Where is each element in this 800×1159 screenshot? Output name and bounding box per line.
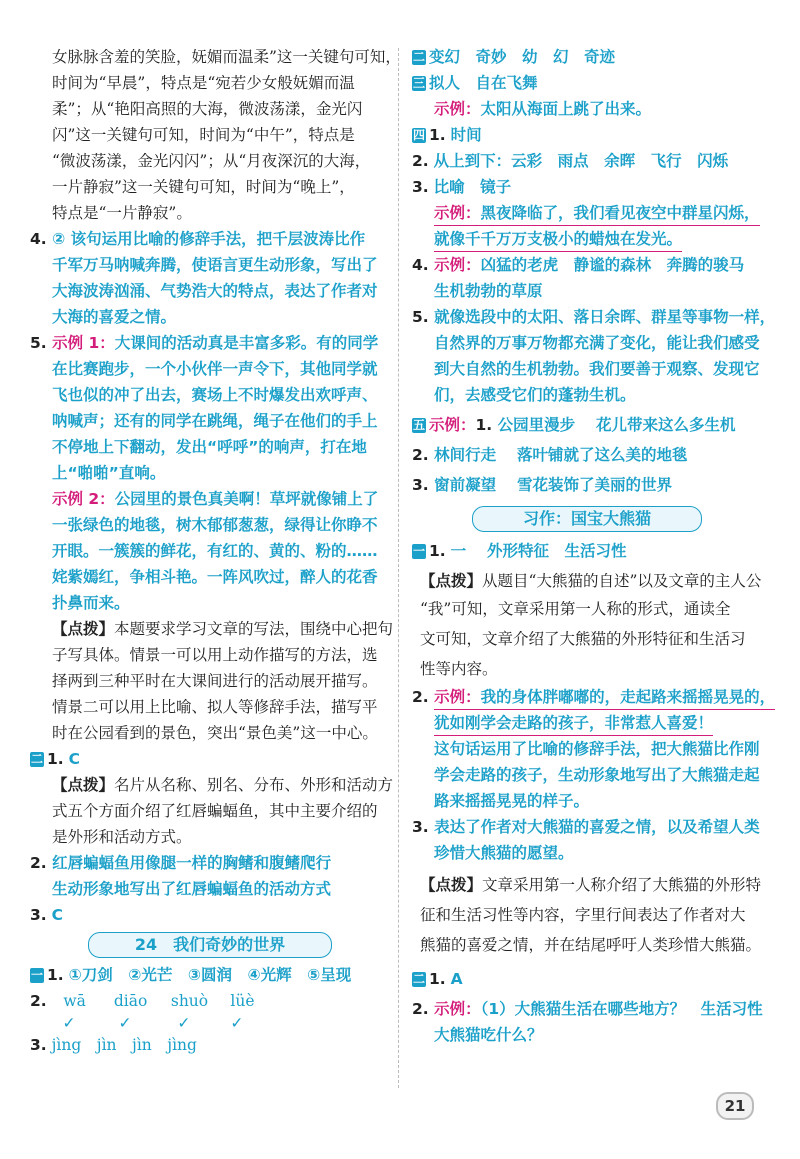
question-number: 1. bbox=[429, 970, 446, 988]
text-line: 闪”这一关键句可知，时间为“中午”，特点是 bbox=[52, 126, 355, 144]
tip-block bbox=[30, 616, 394, 746]
question-number: 4. bbox=[412, 256, 429, 274]
tip-text: 子写具体。情景一可以用上动作描写的方法，选 bbox=[52, 646, 378, 664]
example-label: 示例： bbox=[434, 256, 481, 274]
answer-text: 犹如刚学会走路的孩子，非常惹人喜爱！ bbox=[434, 711, 713, 736]
check-mark-icon: ✓ bbox=[177, 1014, 191, 1032]
left-column bbox=[30, 44, 401, 1058]
question-number: 4. bbox=[30, 230, 47, 248]
answer-text: ② 该句运用比喻的修辞手法，把千层波涛比作 bbox=[52, 230, 366, 248]
example-label: 示例： bbox=[434, 100, 481, 118]
section-number-box: 五 bbox=[412, 418, 425, 432]
answer-text: jìng jìn jìn jìng bbox=[51, 1036, 197, 1054]
answer-text: 千军万马呐喊奔腾，使语言更生动形象，写出了 bbox=[52, 256, 378, 274]
question-number: 5. bbox=[30, 334, 47, 352]
answer-text: 一 外形特征 生活习性 bbox=[450, 542, 627, 560]
answer-text: 扑鼻而来。 bbox=[52, 594, 130, 612]
tip-label: 【点拨】 bbox=[52, 620, 115, 638]
answer-text: 就像千千万万支极小的蜡烛在发光。 bbox=[434, 227, 682, 252]
question-number: 1. bbox=[429, 126, 446, 144]
pinyin: diāo bbox=[113, 992, 148, 1010]
answer-text: 红唇蝙蝠鱼用像腿一样的胸鳍和腹鳍爬行 bbox=[52, 854, 332, 872]
column-divider bbox=[398, 48, 399, 1088]
answer-text: 上“啪啪”直响。 bbox=[52, 464, 166, 482]
example-label: 示例 2： bbox=[52, 490, 115, 508]
question-number: 3. bbox=[412, 818, 429, 836]
answer-text: 拟人 自在飞舞 bbox=[429, 74, 538, 92]
answer-text: 珍惜大熊猫的愿望。 bbox=[434, 844, 574, 862]
question-number: 2. bbox=[30, 992, 47, 1010]
question-number: 3. bbox=[412, 476, 429, 494]
example-label: 示例： bbox=[434, 688, 481, 706]
text-line: 柔”；从“艳阳高照的大海，微波荡漾，金光闪 bbox=[52, 100, 363, 118]
answer-text: 到大自然的生机勃勃。我们要善于观察、发现它 bbox=[434, 360, 760, 378]
tip-label: 【点拨】 bbox=[52, 776, 115, 794]
section-number-box: 一 bbox=[412, 544, 425, 558]
tip-text: 本题要求学习文章的写法，围绕中心把句 bbox=[114, 620, 394, 638]
answer-text: 变幻 奇妙 幼 幻 奇迹 bbox=[429, 48, 616, 66]
answer-text: 表达了作者对大熊猫的喜爱之情，以及希望人类 bbox=[434, 818, 760, 836]
answer-text: 大海波涛汹涌、气势浩大的特点，表达了作者对 bbox=[52, 282, 378, 300]
intro-paragraph bbox=[30, 44, 401, 226]
section-number-box: 二 bbox=[412, 50, 425, 64]
answer-text: 凶猛的老虎 静谧的森林 奔腾的骏马 bbox=[480, 256, 745, 274]
tip-text: 文可知，文章介绍了大熊猫的外形特征和生活习 bbox=[420, 630, 746, 648]
text-line: 一片静寂”这一关键句可知，时间为“晚上”， bbox=[52, 178, 355, 196]
section-number-box: 一 bbox=[30, 968, 43, 982]
answer-text: （1）大熊猫生活在哪些地方？ 生活习性 bbox=[480, 1000, 763, 1018]
question-number: 5. bbox=[412, 308, 429, 326]
answer-text: 一张绿色的地毯，树木郁郁葱葱，绿得让你睁不 bbox=[52, 516, 378, 534]
text-line: 时间为“早晨”，特点是“宛若少女般妩媚而温 bbox=[52, 74, 355, 92]
question-4 bbox=[30, 226, 385, 330]
answer-text: C bbox=[68, 750, 81, 768]
check-mark-icon: ✓ bbox=[118, 1014, 132, 1032]
question-number: 2. bbox=[412, 152, 429, 170]
tip-text: 择两到三种平时在大课间进行的活动展开描写。 bbox=[52, 672, 378, 690]
question-number: 2. bbox=[412, 1000, 429, 1018]
section-number-box: 二 bbox=[30, 752, 43, 766]
answer-text: 就像选段中的太阳、落日余晖、群星等事物一样， bbox=[434, 308, 776, 326]
exercise-title: 习作：国宝大熊猫 bbox=[472, 506, 702, 532]
question-number: 1. bbox=[47, 750, 64, 768]
answer-text: 从上到下：云彩 雨点 余晖 飞行 闪烁 bbox=[433, 152, 729, 170]
question-number: 2. bbox=[412, 446, 429, 464]
answer-text: 呐喊声；还有的同学在跳绳，绳子在他们的手上 bbox=[52, 412, 378, 430]
question-number: 1. bbox=[47, 966, 64, 984]
right-column bbox=[412, 44, 776, 1048]
tip-label: 【点拨】 bbox=[420, 572, 483, 590]
answer-text: 比喻 镜子 bbox=[433, 178, 512, 196]
exercise-section-2 bbox=[412, 966, 762, 1048]
text-line: “微波荡漾，金光闪闪”；从“月夜深沉的大海， bbox=[52, 152, 371, 170]
exercise-section-1 bbox=[412, 538, 776, 960]
answer-text: 这句话运用了比喻的修辞手法，把大熊猫比作刚 bbox=[434, 740, 760, 758]
question-number: 3. bbox=[412, 178, 429, 196]
answer-text: 时间 bbox=[450, 126, 482, 144]
section-1-lesson24 bbox=[30, 962, 385, 1058]
answer-text: A bbox=[450, 970, 463, 988]
answer-text: 自然界的万事万物都充满了变化，能让我们感受 bbox=[434, 334, 760, 352]
pinyin: wā bbox=[63, 992, 86, 1010]
answer-text: 大熊猫吃什么？ bbox=[434, 1026, 543, 1044]
answer-text: 姹紫嫣红，争相斗艳。一阵风吹过，醉人的花香 bbox=[52, 568, 378, 586]
tip-text: 名片从名称、别名、分布、外形和活动方 bbox=[114, 776, 394, 794]
check-mark-icon: ✓ bbox=[62, 1014, 76, 1032]
tip-text: 熊猫的喜爱之情，并在结尾呼吁人类珍惜大熊猫。 bbox=[420, 936, 762, 954]
question-number: 2. bbox=[30, 854, 47, 872]
example-label: 示例： bbox=[434, 1000, 481, 1018]
tip-text: 征和生活习性等内容，字里行间表达了作者对大 bbox=[420, 906, 746, 924]
answer-text: 生机勃勃的草原 bbox=[434, 282, 543, 300]
question-5 bbox=[30, 330, 385, 616]
answer-text: 飞也似的冲了出去，赛场上不时爆发出欢呼声、 bbox=[52, 386, 378, 404]
question-number: 3. bbox=[30, 1036, 47, 1054]
answer-text: 我的身体胖嘟嘟的，走起路来摇摇晃晃的， bbox=[480, 688, 776, 706]
text-line: 女脉脉含羞的笑脸，妩媚而温柔”这一关键句可知， bbox=[52, 48, 401, 66]
tip-label: 【点拨】 bbox=[420, 876, 483, 894]
tip-text: 性等内容。 bbox=[420, 660, 498, 678]
section-4 bbox=[412, 122, 776, 408]
answer-text: C bbox=[51, 906, 64, 924]
answer-text: 路来摇摇晃晃的样子。 bbox=[434, 792, 590, 810]
tip-text: 时在公园看到的景色，突出“景色美”这一中心。 bbox=[52, 724, 378, 742]
section-number-box: 四 bbox=[412, 128, 425, 142]
tip-text: 情景二可以用上比喻、拟人等修辞手法，描写平 bbox=[52, 698, 378, 716]
section-number-box: 三 bbox=[412, 76, 425, 90]
example-label: 示例： bbox=[434, 204, 481, 222]
answer-text: 太阳从海面上跳了出来。 bbox=[480, 100, 652, 118]
check-mark-icon: ✓ bbox=[230, 1014, 244, 1032]
answer-text: 开眼。一簇簇的鲜花，有红的、黄的、粉的…… bbox=[52, 542, 378, 560]
example-label: 示例 1： bbox=[52, 334, 115, 352]
tip-text: “我”可知，文章采用第一人称的形式，通读全 bbox=[420, 600, 731, 618]
lesson-title: 24 我们奇妙的世界 bbox=[88, 932, 332, 958]
pinyin: shuò bbox=[170, 992, 209, 1010]
tip-text: 是外形和活动方式。 bbox=[52, 828, 192, 846]
question-number: 3. bbox=[30, 906, 47, 924]
answer-text: 公园里的景色真美啊！草坪就像铺上了 bbox=[114, 490, 379, 508]
tip-text: 式五个方面介绍了红唇蝙蝠鱼，其中主要介绍的 bbox=[52, 802, 378, 820]
answer-text: ①刀剑 ②光芒 ③圆润 ④光辉 ⑤呈现 bbox=[68, 966, 352, 984]
section-number-box: 二 bbox=[412, 972, 425, 986]
answer-text: 窗前凝望 雪花装饰了美丽的世界 bbox=[434, 476, 672, 494]
answer-text: 公园里漫步 花儿带来这么多生机 bbox=[497, 416, 736, 434]
answer-text: 大海的喜爱之情。 bbox=[52, 308, 177, 326]
question-number: 2. bbox=[412, 688, 429, 706]
answer-text: 学会走路的孩子，生动形象地写出了大熊猫走起 bbox=[434, 766, 760, 784]
tip-text: 从题目“大熊猫的自述”以及文章的主人公 bbox=[482, 572, 762, 590]
pinyin: lüè bbox=[230, 992, 255, 1010]
answer-text: 生动形象地写出了红唇蝙蝠鱼的活动方式 bbox=[52, 880, 332, 898]
text-line: 特点是“一片静寂”。 bbox=[52, 204, 192, 222]
answer-text: 们，去感受它们的蓬勃生机。 bbox=[434, 386, 636, 404]
answer-text: 林间行走 落叶铺就了这么美的地毯 bbox=[434, 446, 688, 464]
example-label: 示例： bbox=[429, 416, 476, 434]
answer-text: 不停地上下翻动，发出“呼呼”的响声，打在地 bbox=[52, 438, 367, 456]
answer-text: 黑夜降临了，我们看见夜空中群星闪烁， bbox=[480, 204, 760, 222]
section-5 bbox=[412, 412, 762, 498]
question-number: 1. bbox=[429, 542, 446, 560]
answer-text: 大课间的活动真是丰富多彩。有的同学 bbox=[114, 334, 379, 352]
page-number: 21 bbox=[716, 1092, 754, 1120]
section-2 bbox=[30, 746, 394, 928]
question-number: 1. bbox=[475, 416, 493, 434]
tip-text: 文章采用第一人称介绍了大熊猫的外形特 bbox=[482, 876, 762, 894]
answer-text: 在比赛跑步，一个小伙伴一声令下，其他同学就 bbox=[52, 360, 378, 378]
